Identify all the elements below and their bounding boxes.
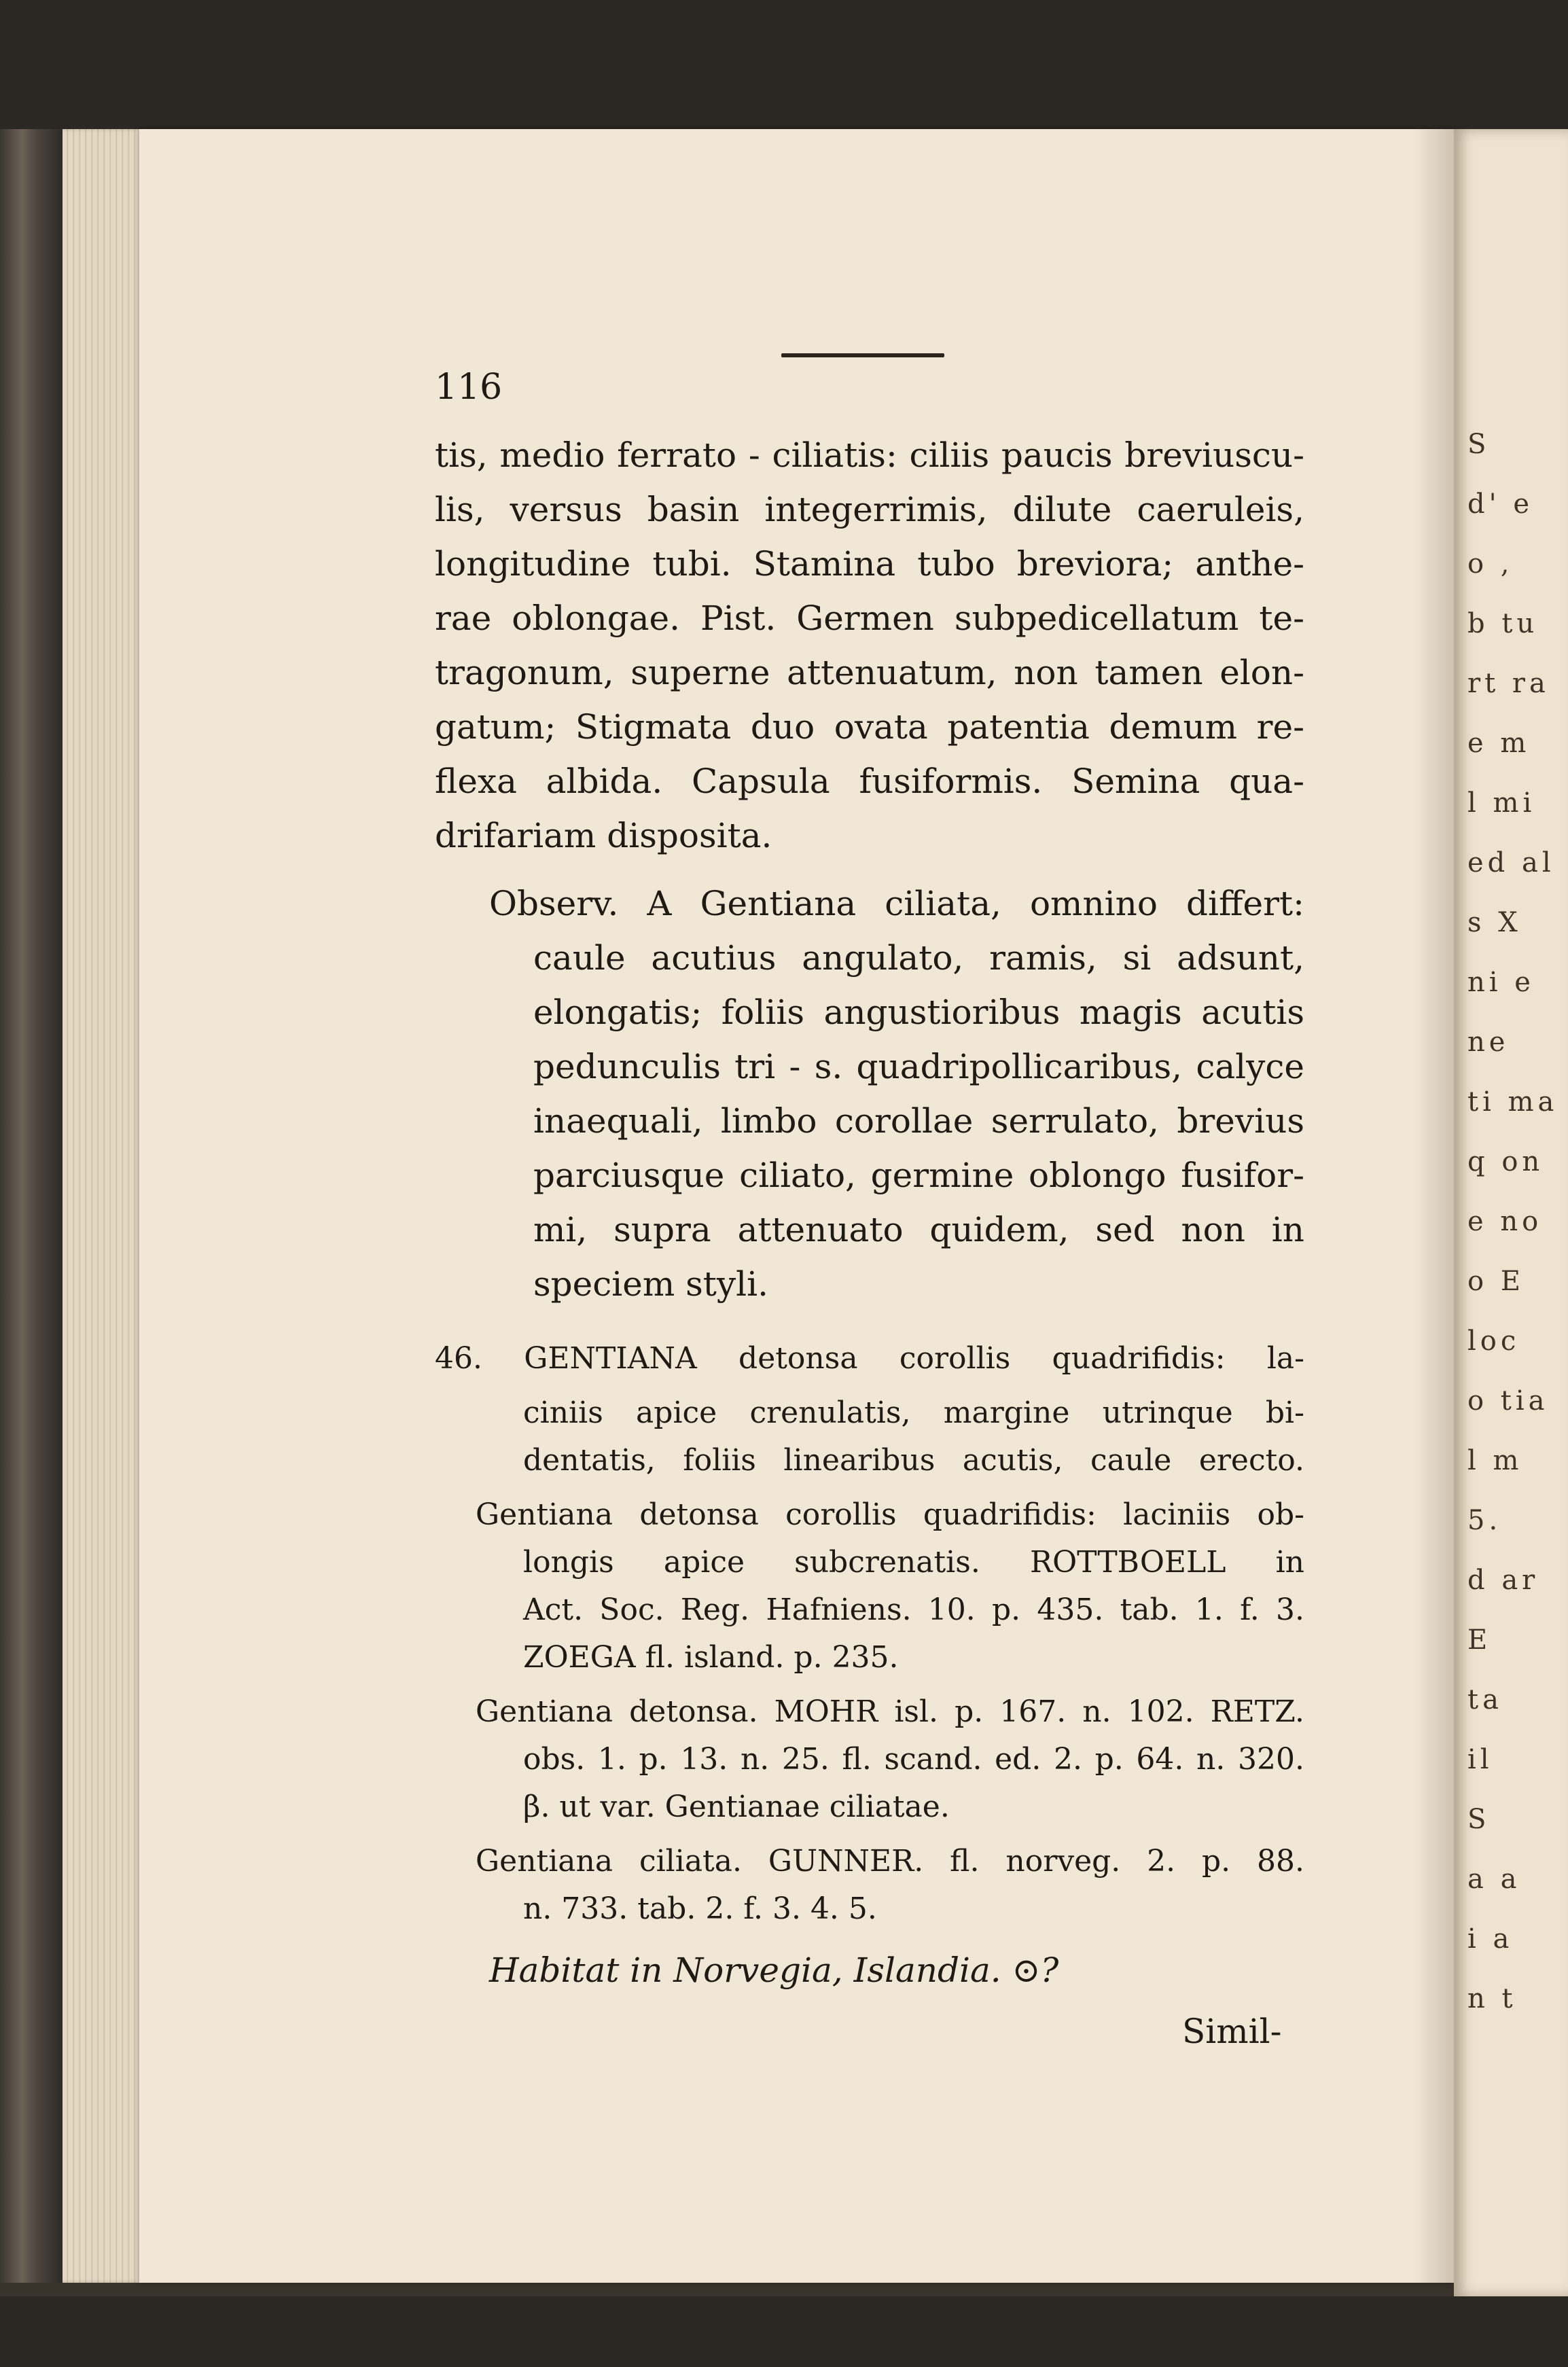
- text-line: Gentiana detonsa. MOHR isl. p. 167. n. 102. RETZ.: [476, 1694, 1304, 1729]
- text-line: inaequali, limbo corollae serrulato, brevius: [533, 1101, 1304, 1141]
- right-page-fragment: ne: [1467, 1027, 1510, 1058]
- right-page-fragment: a a: [1467, 1864, 1521, 1895]
- text-line: Gentiana detonsa corollis quadrifidis: laciniis ob-: [476, 1497, 1304, 1532]
- text-line: tis, medio ferrato - ciliatis: ciliis paucis breviuscu-: [435, 435, 1304, 475]
- text-line: n. 733. tab. 2. f. 3. 4. 5.: [523, 1891, 877, 1926]
- text-line: drifariam disposita.: [435, 816, 772, 855]
- right-page-fragment: ni e: [1467, 967, 1535, 998]
- text-line: pedunculis tri - s. quadripollicaribus, calyce: [533, 1047, 1304, 1086]
- text-line: longis apice subcrenatis. ROTTBOELL in: [523, 1545, 1304, 1580]
- text-line: lis, versus basin integerrimis, dilute caeruleis,: [435, 490, 1304, 529]
- right-page-fragment: s X: [1467, 907, 1522, 938]
- text-line: Gentiana ciliata. GUNNER. fl. norveg. 2. p. 88.: [476, 1844, 1304, 1879]
- text-line: flexa albida. Capsula fusiformis. Semina qua-: [435, 762, 1304, 801]
- right-page-fragment: ed al: [1467, 847, 1555, 878]
- text-line: β. ut var. Gentianae ciliatae.: [523, 1790, 950, 1824]
- right-page-fragment: ta: [1467, 1684, 1503, 1715]
- book-spine: [0, 129, 63, 2283]
- right-page-fragment: rt ra: [1467, 668, 1550, 699]
- right-page-fragment: o ,: [1467, 548, 1514, 580]
- text-line: dentatis, foliis linearibus acutis, caule erecto.: [523, 1443, 1304, 1478]
- text-line: Observ. A Gentiana ciliata, omnino differt:: [489, 884, 1304, 923]
- text-line: longitudine tubi. Stamina tubo breviora; anthe-: [435, 544, 1304, 584]
- right-page-fragment: o E: [1467, 1266, 1525, 1297]
- text-line: 46. GENTIANA detonsa corollis quadrifidis: la-: [435, 1341, 1304, 1376]
- text-line: caule acutius angulato, ramis, si adsunt,: [533, 938, 1304, 978]
- right-page-fragment: o tia: [1467, 1385, 1549, 1417]
- right-page-fragment: i a: [1467, 1923, 1514, 1955]
- right-page-fragment: 5.: [1467, 1505, 1502, 1536]
- page-number: 116: [435, 367, 503, 408]
- right-page-fragment: b tu: [1467, 608, 1539, 639]
- text-line: Act. Soc. Reg. Hafniens. 10. p. 435. tab. 1. f. 3.: [523, 1592, 1304, 1627]
- text-line: tragonum, superne attenuatum, non tamen elon-: [435, 653, 1304, 692]
- right-page-fragment: l mi: [1467, 787, 1536, 819]
- text-line: Habitat in Norvegia, Islandia. ⊙?: [489, 1951, 1059, 1990]
- text-line: parciusque ciliato, germine oblongo fusifor-: [533, 1156, 1304, 1195]
- text-line: obs. 1. p. 13. n. 25. fl. scand. ed. 2. p. 64. n. 320.: [523, 1742, 1304, 1777]
- text-line: Simil-: [1182, 2012, 1282, 2051]
- right-page-fragment: n t: [1467, 1983, 1517, 2014]
- right-page-fragment: loc: [1467, 1325, 1520, 1357]
- right-page-fragments: [1467, 414, 1568, 2029]
- header-rule: [781, 353, 944, 357]
- right-page-fragment: il: [1467, 1744, 1493, 1775]
- right-page-fragment: d' e: [1467, 488, 1533, 520]
- text-line: elongatis; foliis angustioribus magis acutis: [533, 993, 1304, 1032]
- right-page-edge: [1454, 129, 1568, 2296]
- text-line: ciniis apice crenulatis, margine utrinque bi-: [523, 1395, 1304, 1430]
- page-edges: [63, 129, 151, 2283]
- right-page-fragment: S: [1467, 429, 1491, 460]
- right-page-fragment: e m: [1467, 728, 1531, 759]
- right-page-fragment: ti ma: [1467, 1086, 1558, 1118]
- right-page-fragment: e no: [1467, 1206, 1543, 1237]
- right-page-fragment: E: [1467, 1624, 1492, 1656]
- text-line: rae oblongae. Pist. Germen subpedicellatum te-: [435, 599, 1304, 638]
- text-line: gatum; Stigmata duo ovata patentia demum re-: [435, 707, 1304, 747]
- text-line: speciem styli.: [533, 1264, 769, 1304]
- right-page-fragment: d ar: [1467, 1565, 1539, 1596]
- right-page-fragment: S: [1467, 1804, 1491, 1835]
- text-line: ZOEGA fl. island. p. 235.: [523, 1640, 899, 1675]
- right-page-fragment: q on: [1467, 1146, 1544, 1177]
- right-page-fragment: l m: [1467, 1445, 1523, 1476]
- text-line: mi, supra attenuato quidem, sed non in: [533, 1210, 1304, 1249]
